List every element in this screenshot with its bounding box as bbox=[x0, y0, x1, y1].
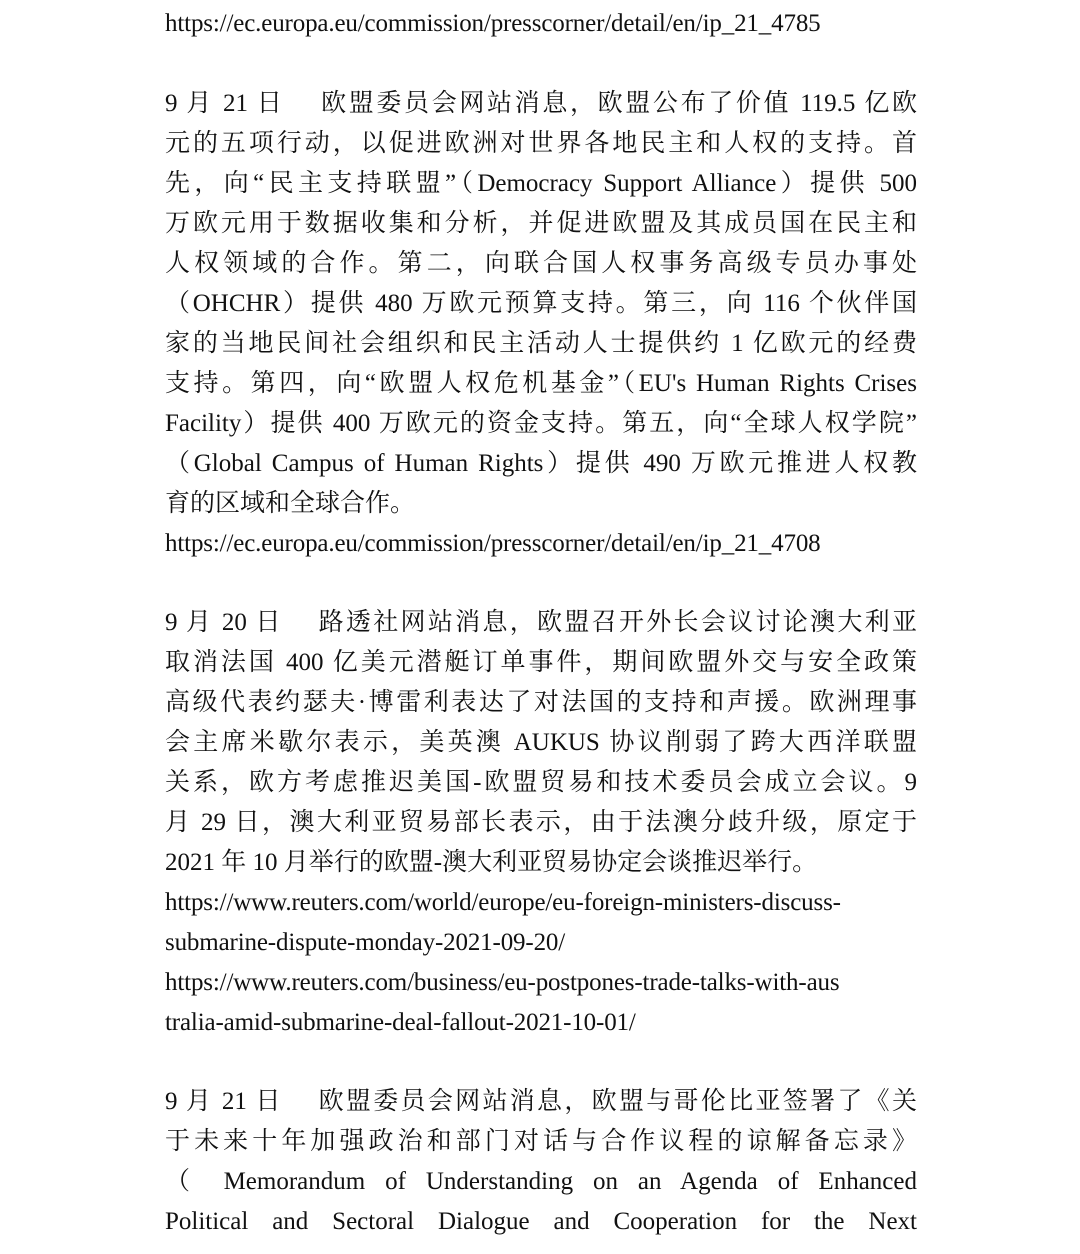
entry-text-line: Political and Sectoral Dialogue and Cooperation for the Next bbox=[165, 1208, 917, 1235]
entry-text-line: 月 29 日，澳大利亚贸易部长表示，由于法澳分歧升级，原定于 bbox=[165, 809, 917, 836]
source-url-line: submarine-dispute-monday-2021-09-20/ bbox=[165, 929, 566, 956]
entry-text-line: 万欧元用于数据收集和分析，并促进欧盟及其成员国在民主和 bbox=[165, 210, 917, 237]
entry-text-line: （OHCHR）提供 480 万欧元预算支持。第三，向 116 个伙伴国 bbox=[165, 290, 917, 317]
source-url-line: https://ec.europa.eu/commission/presscorner/detail/en/ip_21_4708 bbox=[165, 530, 821, 557]
entry-text-line: 家的当地民间社会组织和民主活动人士提供约 1 亿欧元的经费 bbox=[165, 330, 917, 357]
entry-text-line: 于未来十年加强政治和部门对话与合作议程的谅解备忘录》 bbox=[165, 1128, 917, 1155]
entry-text-line: 人权领域的合作。第二，向联合国人权事务高级专员办事处 bbox=[165, 250, 917, 277]
entry-text-line: （ Memorandum of Understanding on an Agenda of Enhanced bbox=[165, 1168, 917, 1195]
entry-text-line: 取消法国 400 亿美元潜艇订单事件，期间欧盟外交与安全政策 bbox=[165, 649, 917, 676]
entry-text-line: 育的区域和全球合作。 bbox=[165, 490, 416, 517]
entry-text-line: （Global Campus of Human Rights）提供 490 万欧元推进人权教 bbox=[165, 450, 917, 477]
entry-text-line: 9 月 20 日 路透社网站消息，欧盟召开外长会议讨论澳大利亚 bbox=[165, 609, 917, 636]
entry-text-line: 9 月 21 日 欧盟委员会网站消息，欧盟与哥伦比亚签署了《关 bbox=[165, 1088, 917, 1115]
entry-text-line: Facility）提供 400 万欧元的资金支持。第五，向“全球人权学院” bbox=[165, 410, 917, 437]
source-url-line: https://ec.europa.eu/commission/presscorner/detail/en/ip_21_4785 bbox=[165, 10, 821, 37]
entry-text-line: 关系，欧方考虑推迟美国-欧盟贸易和技术委员会成立会议。9 bbox=[165, 769, 917, 796]
entry-text-line: 先，向“民主支持联盟”（Democracy Support Alliance）提供 500 bbox=[165, 170, 917, 197]
entry-text-line: 支持。第四，向“欧盟人权危机基金”（EU's Human Rights Crises bbox=[165, 370, 917, 397]
entry-text-line: 9 月 21 日 欧盟委员会网站消息，欧盟公布了价值 119.5 亿欧 bbox=[165, 90, 917, 117]
source-url-line: https://www.reuters.com/business/eu-postpones-trade-talks-with-aus bbox=[165, 969, 840, 996]
entry-text-line: 2021 年 10 月举行的欧盟-澳大利亚贸易协定会谈推迟举行。 bbox=[165, 849, 818, 876]
source-url-line: tralia-amid-submarine-deal-fallout-2021-10-01/ bbox=[165, 1009, 636, 1036]
entry-text-line: 会主席米歇尔表示，美英澳 AUKUS 协议削弱了跨大西洋联盟 bbox=[165, 729, 917, 756]
entry-text-line: 高级代表约瑟夫·博雷利表达了对法国的支持和声援。欧洲理事 bbox=[165, 689, 917, 716]
entry-text-line: 元的五项行动，以促进欧洲对世界各地民主和人权的支持。首 bbox=[165, 130, 917, 157]
source-url-line: https://www.reuters.com/world/europe/eu-foreign-ministers-discuss- bbox=[165, 889, 841, 916]
